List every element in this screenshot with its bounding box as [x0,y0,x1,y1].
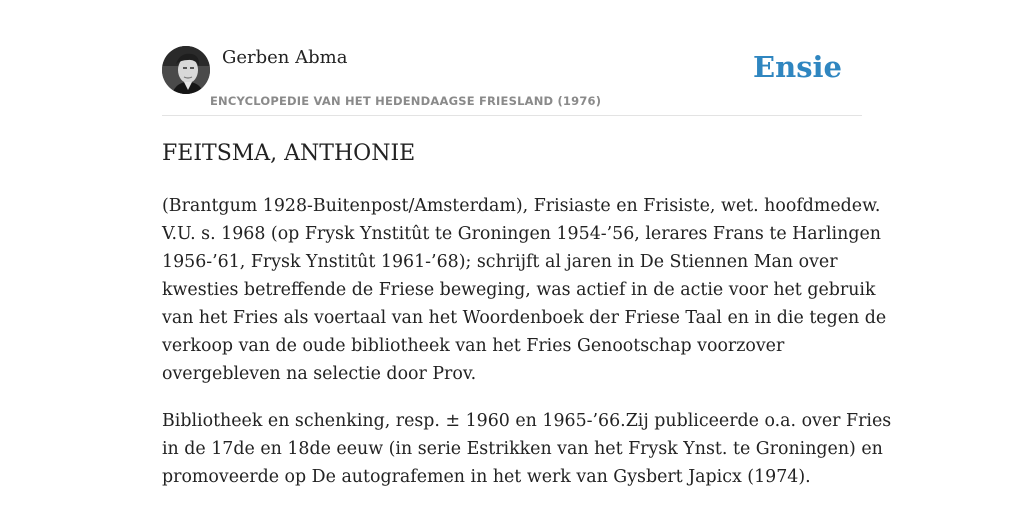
header-divider [162,115,862,116]
paragraph-line: overgebleven na selectie door Prov. [162,364,477,384]
paragraph-line: V.U. s. 1968 (op Frysk Ynstitût te Groningen 1954-’56, lerares Frans te Harlingen [162,224,881,244]
article-paragraph [162,192,887,388]
paragraph-line: in de 17de en 18de eeuw (in serie Estrikken van het Frysk Ynst. te Groningen) en [162,439,883,459]
ensie-logo[interactable]: Ensie [753,50,842,84]
paragraph-line: 1956-’61, Frysk Ynstitût 1961-’68); schrijft al jaren in De Stiennen Man over [162,252,838,272]
author-avatar[interactable] [162,46,210,94]
paragraph-line: kwesties betreffende de Friese beweging, was actief in de actie voor het gebruik [162,280,876,300]
paragraph-line: promoveerde op De autografemen in het werk van Gysbert Japicx (1974). [162,467,811,487]
article-paragraph [162,407,892,491]
paragraph-line: verkoop van de oude bibliotheek van het Fries Genootschap voorzover [162,336,785,356]
author-name[interactable]: Gerben Abma [222,47,348,68]
article-title: FEITSMA, ANTHONIE [162,141,416,166]
paragraph-line: van het Fries als voertaal van het Woordenboek der Friese Taal en in die tegen de [162,308,887,328]
author-portrait-image [162,46,210,94]
paragraph-line: Bibliotheek en schenking, resp. ± 1960 en 1965-’66.Zij publiceerde o.a. over Fries [162,411,892,431]
paragraph-line: (Brantgum 1928-Buitenpost/Amsterdam), Frisiaste en Frisiste, wet. hoofdmedew. [162,196,881,216]
header [162,46,862,116]
source-name[interactable]: ENCYCLOPEDIE VAN HET HEDENDAAGSE FRIESLAND (1976) [210,94,602,108]
